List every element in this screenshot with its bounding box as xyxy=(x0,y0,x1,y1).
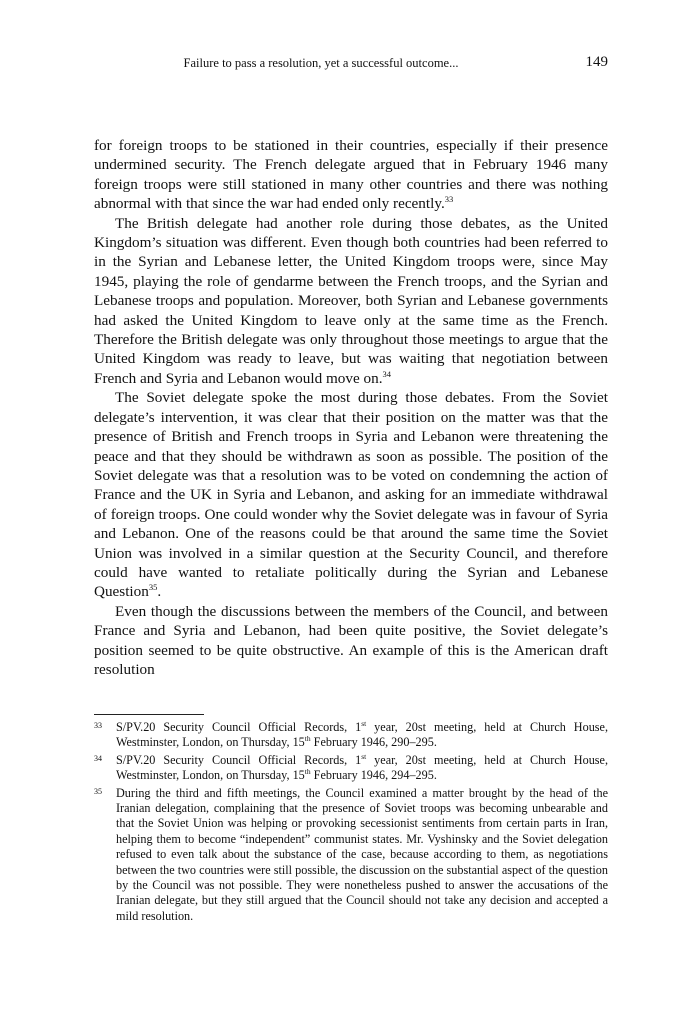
paragraph-1-text: for foreign troops to be stationed in their countries, especially if their presence undermined security. The French delegate argued that in February 1946 many foreign troops were still stationed in many other countries and there was nothing abnormal with that since the war had ended only recently. xyxy=(94,137,608,213)
footnote-divider xyxy=(94,714,204,715)
footnote-text: S/PV.20 Security Council Official Records, 1st year, 20st meeting, held at Church House, Westminster, London, on Thursday, 15th February 1946, 290–295. xyxy=(116,719,608,750)
body-text xyxy=(94,136,608,679)
paragraph-2-text: The British delegate had another role during those debates, as the United Kingdom’s situation was different. Even though both countries had been referred to in the Syrian and Lebanese letter, the United Kingdom troops were, since May 1945, playing the role of gendarme between the French troops, and the Syrian and Lebanese troops and population. Moreover, both Syrian and Lebanese governments had asked the United Kingdom to leave only at the same time as the French. Therefore the British delegate was only throughout those meetings to argue that the United Kingdom was ready to leave, but was waiting that negotiation between French and Syria and Lebanon would move on. xyxy=(94,214,608,387)
running-title: Failure to pass a resolution, yet a successful outcome... xyxy=(183,56,459,70)
paragraph-2 xyxy=(94,214,608,389)
footnote-ref-33[interactable]: 33 xyxy=(444,194,454,205)
paragraph-1 xyxy=(94,136,608,214)
running-head xyxy=(94,54,608,74)
footnotes xyxy=(94,720,608,926)
paragraph-4-text: Even though the discussions between the members of the Council, and between France and Syria and Lebanon, had been quite positive, the Soviet delegate’s position seemed to be quite obstructive. An example of this is the American draft resolution xyxy=(94,602,608,678)
footnote-ref-35[interactable]: 35 xyxy=(148,582,158,593)
footnote-35 xyxy=(94,786,608,925)
footnote-number: 34 xyxy=(94,753,102,763)
paragraph-4 xyxy=(94,602,608,680)
footnote-34 xyxy=(94,753,608,784)
paragraph-3-end: . xyxy=(157,583,162,601)
footnote-33 xyxy=(94,720,608,751)
footnote-ref-34[interactable]: 34 xyxy=(382,368,391,379)
footnote-number: 33 xyxy=(94,721,102,730)
footnote-text: During the third and fifth meetings, the Council examined a matter brought by the head of the Iranian delegation, complaining that the presence of Soviet troops was becoming unbearable and that the Soviet Union was helping or provoking secessionist sentiments from certain parts in Iran, helping them to become “independent” communist states. Mr. Vyshinsky and the Soviet delegation refused to even talk about the substance of the case, because according to them, as negotiations between the two countries were still possible, the discussion on the substantial aspect of the question by the Council was not possible. They were nonetheless pushed to answer the accusations of the Iranian delegate, but they still argued that the Council should not take any decision and accepted a mild resolution. xyxy=(116,785,608,923)
footnote-number: 35 xyxy=(94,786,102,796)
paragraph-3-text: The Soviet delegate spoke the most during those debates. From the Soviet delegate’s intervention, it was clear that their position on the matter was that the presence of British and French troops in Syria and Lebanon were threatening the peace and that they should be withdrawn as soon as possible. The position of the Soviet delegate was that a resolution was to be voted on condemning the action of France and the UK in Syria and Lebanon, and asking for an immediate withdrawal of foreign troops. One could wonder why the Soviet delegate was in favour of Syria and Lebanon. One of the reasons could be that around the same time the Soviet Union was involved in a similar question at the Security Council, and therefore could have wanted to retaliate politically during the Syrian and Lebanese Question xyxy=(94,389,608,601)
page-number: 149 xyxy=(585,54,608,70)
footnote-text: S/PV.20 Security Council Official Records, 1st year, 20st meeting, held at Church House, Westminster, London, on Thursday, 15th February 1946, 294–295. xyxy=(116,751,608,783)
paragraph-3 xyxy=(94,388,608,601)
